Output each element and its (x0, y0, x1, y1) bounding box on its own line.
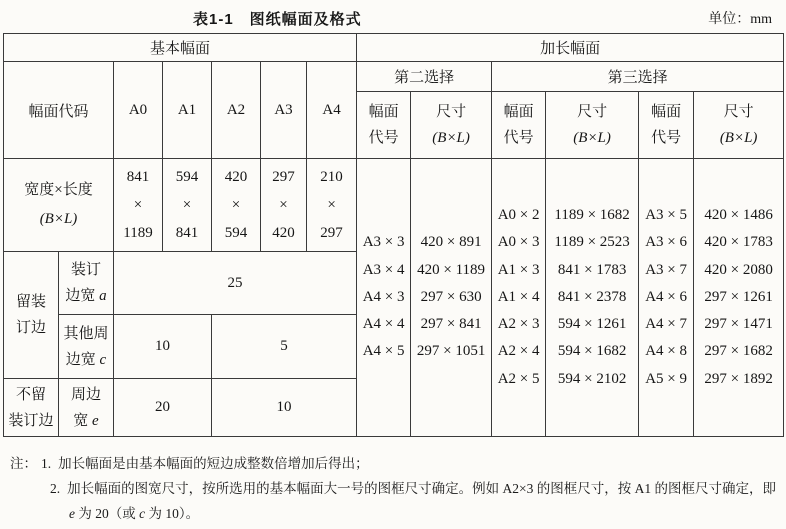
code-col-label-line1: 幅面 (503, 104, 534, 120)
choice2-size-column (411, 159, 492, 437)
code-a2: A2 (212, 62, 261, 159)
format-size: 594 × 1261 (557, 316, 627, 333)
note2-number: 2. (50, 481, 61, 496)
size-a4: 210 × 297 (307, 159, 357, 252)
code-col-label-line1: 幅面 (651, 104, 682, 120)
format-code: A2 × 5 (497, 370, 540, 387)
format-code: A4 × 4 (362, 316, 405, 333)
width-length-label-line1: 宽度×长度 (24, 182, 93, 198)
format-size: 594 × 2102 (557, 370, 627, 387)
format-code: A4 × 5 (362, 343, 405, 360)
note2-text-b: 为 20（或 (75, 506, 140, 521)
format-code: A4 × 6 (645, 288, 687, 305)
format-code: A0 × 3 (497, 234, 540, 251)
width-length-row-label (4, 159, 114, 252)
format-size: 420 × 2080 (704, 261, 773, 278)
format-size: 420 × 1783 (704, 234, 773, 251)
binding-width-a-label: 装订 边宽 a (59, 252, 114, 315)
binding-width-a-value: 25 (114, 252, 357, 315)
choice3a-code-column (492, 159, 546, 437)
code-a4: A4 (307, 62, 357, 159)
format-code: A3 × 5 (645, 206, 687, 223)
note2-text-c: 为 10）。 (145, 506, 200, 521)
size-col-label-line2: (B×L) (432, 130, 470, 146)
format-code: A3 × 7 (645, 261, 687, 278)
format-size: 297 × 1051 (416, 343, 486, 360)
footnote-1 (10, 451, 780, 476)
size-a1: 594 × 841 (163, 159, 212, 252)
format-code: A1 × 3 (497, 261, 540, 278)
format-code: A4 × 7 (645, 316, 687, 333)
choice3a-code-col-header (492, 92, 546, 159)
with-binding-edge-label: 留装 订边 (4, 252, 59, 379)
format-size: 297 × 841 (420, 316, 482, 333)
size-a2: 420 × 594 (212, 159, 261, 252)
format-code: A2 × 4 (497, 343, 540, 360)
format-code-row-label: 幅面代码 (4, 62, 114, 159)
format-code: A3 × 6 (645, 234, 687, 251)
other-margin-c-label: 其他周 边宽 c (59, 315, 114, 379)
var-e: e (92, 412, 99, 429)
no-binding-edge-label: 不留 装订边 (4, 379, 59, 437)
format-size: 297 × 1892 (704, 370, 773, 387)
size-col-label-line1: 尺寸 (723, 104, 754, 120)
format-size: 1189 × 1682 (554, 206, 630, 223)
other-margin-value-a0-a1: 10 (114, 315, 212, 379)
width-length-label-line2: (B×L) (39, 211, 78, 227)
size-col-label-line1: 尺寸 (436, 104, 467, 120)
size-col-label-line2: (B×L) (719, 130, 758, 146)
choice2-size-col-header (411, 92, 492, 159)
second-choice-header: 第二选择 (357, 62, 492, 92)
unit-label: 单位：mm (708, 12, 772, 27)
format-code: A3 × 4 (362, 261, 405, 278)
note1-number: 1. (41, 456, 52, 471)
choice3b-size-column (694, 159, 784, 437)
code-col-label-line1: 幅面 (368, 104, 399, 120)
code-a0: A0 (114, 62, 163, 159)
format-size: 841 × 1783 (557, 261, 627, 278)
size-col-label-line1: 尺寸 (577, 104, 608, 120)
var-e: e (69, 506, 75, 521)
choice3a-size-col-header (546, 92, 639, 159)
format-size: 594 × 1682 (557, 343, 627, 360)
code-col-label-line2: 代号 (368, 130, 399, 146)
format-code: A1 × 4 (497, 288, 540, 305)
format-code: A3 × 3 (362, 234, 405, 251)
var-c: c (99, 351, 107, 368)
choice3b-size-col-header (694, 92, 784, 159)
edge-width-e-label: 周边 宽 e (59, 379, 114, 437)
choice2-code-column (357, 159, 411, 437)
choice3b-code-col-header (639, 92, 694, 159)
format-code: A2 × 3 (497, 316, 540, 333)
code-col-label-line2: 代号 (503, 130, 534, 146)
edge-width-value-a0-a1: 20 (114, 379, 212, 437)
table-caption-row (0, 0, 786, 33)
edge-width-value-a2-a4: 10 (212, 379, 357, 437)
note2-text-a: 加长幅面的图宽尺寸，按所选用的基本幅面大一号的图框尺寸确定。例如 A2×3 的图框尺寸，按 A1 的图框尺寸确定，即 (67, 481, 776, 496)
format-code: A4 × 3 (362, 288, 405, 305)
extended-format-header: 加长幅面 (357, 34, 784, 62)
third-choice-header: 第三选择 (492, 62, 784, 92)
format-size: 420 × 891 (420, 234, 482, 251)
choice3a-size-column (546, 159, 639, 437)
choice2-code-col-header (357, 92, 411, 159)
code-a1: A1 (163, 62, 212, 159)
size-a0: 841 × 1189 (114, 159, 163, 252)
format-size: 420 × 1486 (704, 206, 773, 223)
basic-format-header: 基本幅面 (4, 34, 357, 62)
note1-text: 加长幅面是由基本幅面的短边成整数倍增加后得出； (58, 456, 369, 471)
table-title: 表1-1 图纸幅面及格式 (193, 10, 362, 28)
format-size: 420 × 1189 (417, 261, 486, 278)
footnotes (10, 451, 780, 526)
footnote-2 (10, 476, 780, 526)
note-prefix: 注： (10, 456, 37, 471)
format-size: 297 × 1261 (704, 288, 773, 305)
format-size: 841 × 2378 (557, 288, 627, 305)
format-code: A0 × 2 (497, 206, 540, 223)
code-col-label-line2: 代号 (651, 130, 682, 146)
size-col-label-line2: (B×L) (573, 130, 611, 146)
paper-format-table (3, 33, 784, 437)
size-a3: 297 × 420 (261, 159, 307, 252)
format-size: 297 × 630 (420, 288, 482, 305)
other-margin-value-a2-a4: 5 (212, 315, 357, 379)
format-size: 297 × 1682 (704, 343, 773, 360)
format-size: 297 × 1471 (704, 316, 773, 333)
format-size: 1189 × 2523 (554, 234, 630, 251)
code-a3: A3 (261, 62, 307, 159)
var-c: c (139, 506, 146, 521)
var-a: a (99, 288, 107, 304)
choice3b-code-column (639, 159, 694, 437)
format-code: A5 × 9 (645, 370, 687, 387)
format-code: A4 × 8 (645, 343, 687, 360)
